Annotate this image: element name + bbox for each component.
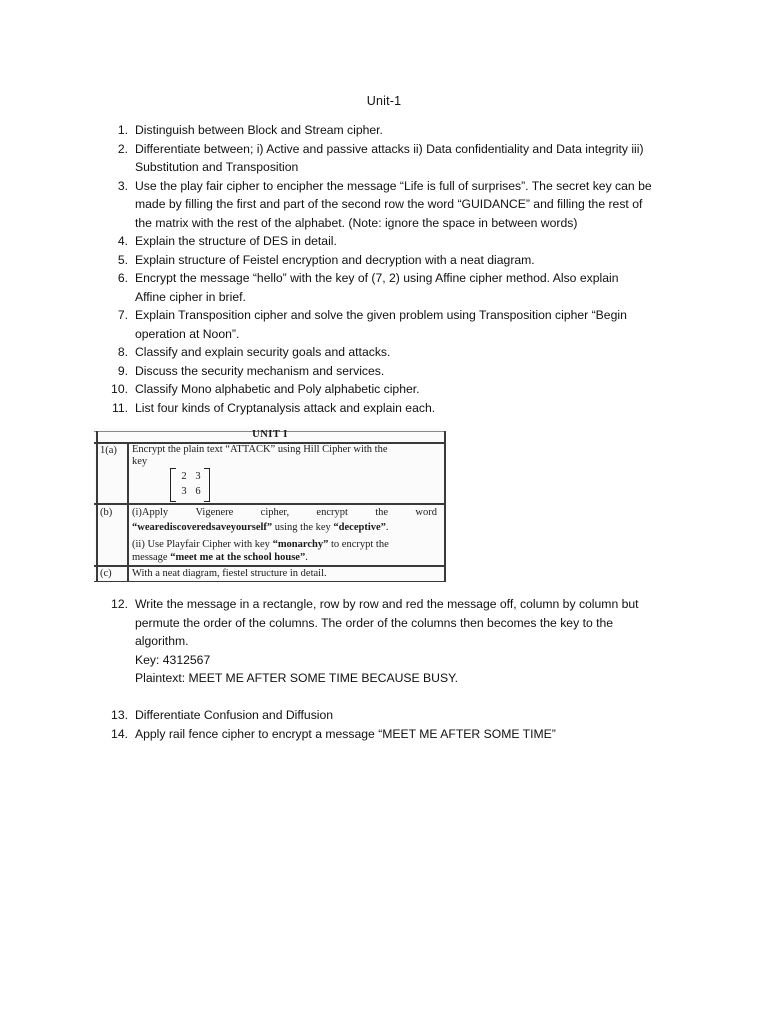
plain-text: (ii) Use Playfair Cipher with key <box>132 539 273 550</box>
matrix-bracket-left <box>170 468 176 502</box>
question-item <box>111 399 695 418</box>
question-text: Use the play fair cipher to encipher the message “Life is full of surprises”. The secret key can be made by filling the first and part of the second row the word “GUIDANCE” and filling the rest of the matrix with the rest of the alphabet. (Note: ignore the space in between words) <box>135 178 652 230</box>
key-matrix <box>170 468 210 500</box>
matrix-bracket-right <box>204 468 210 502</box>
question-text: Discuss the security mechanism and services. <box>135 363 385 378</box>
word: word <box>415 507 437 518</box>
question-text: Classify Mono alphabetic and Poly alphabetic cipher. <box>135 382 420 396</box>
question-number: 8. <box>117 345 128 359</box>
plain-text: . <box>305 552 308 563</box>
question-item <box>117 362 695 381</box>
emphasis-text: “deceptive” <box>333 522 386 533</box>
question-text: Write the message in a rectangle, row by row and red the message off, column by column but permute the order of the columns. The order of the columns then becomes the key to the algorithm. Key: 4312567 Plaintext: MEET ME AFTER SOME TIME BECAUSE BUSY. <box>135 597 639 685</box>
question-text: Apply rail fence cipher to encrypt a message “MEET ME AFTER SOME TIME” <box>135 726 556 741</box>
question-text: Differentiate between; i) Active and passive attacks ii) Data confidentiality and Data integrity iii) Substitution and Transposition <box>135 141 644 174</box>
question-number: 1. <box>117 123 128 137</box>
question-item <box>117 343 695 362</box>
question-text: Explain Transposition cipher and solve the given problem using Transposition cipher “Begin operation at Noon”. <box>135 308 627 341</box>
plain-text: to encrypt the <box>328 539 389 550</box>
row-label: 1(a) <box>100 445 117 456</box>
question-item <box>111 380 695 399</box>
question-number: 6. <box>117 271 128 285</box>
question-text: Explain the structure of DES in detail. <box>135 234 337 248</box>
word: cipher, <box>260 507 290 518</box>
question-item <box>117 140 695 177</box>
question-number: 3. <box>117 178 128 193</box>
row-text: Encrypt the plain text “ATTACK” using Hill Cipher with the <box>132 444 388 455</box>
question-item <box>111 595 695 688</box>
question-item <box>117 177 695 233</box>
matrix-cell: 3 <box>181 486 187 497</box>
question-text: Classify and explain security goals and attacks. <box>135 345 391 359</box>
plain-text: message <box>132 552 171 563</box>
question-number: 2. <box>117 141 128 156</box>
question-item <box>117 232 695 251</box>
question-number: 9. <box>117 363 128 378</box>
question-text: Distinguish between Block and Stream cipher. <box>135 123 383 137</box>
question-number: 14. <box>111 726 128 741</box>
question-item <box>117 306 695 343</box>
matrix-cell: 2 <box>181 471 187 482</box>
question-number: 7. <box>117 308 128 322</box>
question-text: Explain structure of Feistel encryption and decryption with a neat diagram. <box>135 252 535 267</box>
question-number: 13. <box>111 708 128 722</box>
matrix-cell: 6 <box>195 486 201 497</box>
word: Vigenere <box>195 507 234 518</box>
row-text: key <box>132 456 148 467</box>
row-text: With a neat diagram, fiestel structure in detail. <box>132 568 327 579</box>
question-number: 4. <box>117 234 128 248</box>
table-caption: UNIT I <box>252 429 288 440</box>
row-text <box>132 539 437 551</box>
question-item <box>117 251 695 270</box>
question-item <box>111 706 695 725</box>
word: the <box>375 507 389 518</box>
question-text: Encrypt the message “hello” with the key of (7, 2) using Affine cipher method. Also explain Affine cipher in brief. <box>135 271 619 304</box>
question-list <box>111 706 695 743</box>
row-text <box>132 507 437 519</box>
matrix-cell: 3 <box>195 471 201 482</box>
question-item <box>117 269 695 306</box>
question-text: Differentiate Confusion and Diffusion <box>135 708 334 722</box>
row-label: (c) <box>100 568 112 579</box>
scanned-question-table <box>94 428 446 582</box>
emphasis-text: “meet me at the school house” <box>170 552 306 563</box>
question-item <box>117 121 695 140</box>
question-number: 12. <box>111 597 128 611</box>
plain-text: using the key <box>272 522 334 533</box>
row-label: (b) <box>100 507 113 518</box>
word: (i)Apply <box>132 507 169 518</box>
row-text <box>132 552 437 564</box>
question-text: List four kinds of Cryptanalysis attack and explain each. <box>135 400 436 415</box>
question-list <box>111 121 695 417</box>
emphasis-text: “wearediscoveredsaveyourself” <box>132 522 273 533</box>
question-item <box>111 725 695 744</box>
page-title: Unit-1 <box>366 94 402 108</box>
question-number: 10. <box>111 382 128 396</box>
emphasis-text: “monarchy” <box>272 539 329 550</box>
plain-text: . <box>385 522 389 533</box>
word: encrypt <box>316 507 348 518</box>
question-number: 5. <box>117 252 128 267</box>
question-number: 11. <box>111 400 128 415</box>
question-list <box>111 595 695 688</box>
row-text <box>132 522 437 534</box>
